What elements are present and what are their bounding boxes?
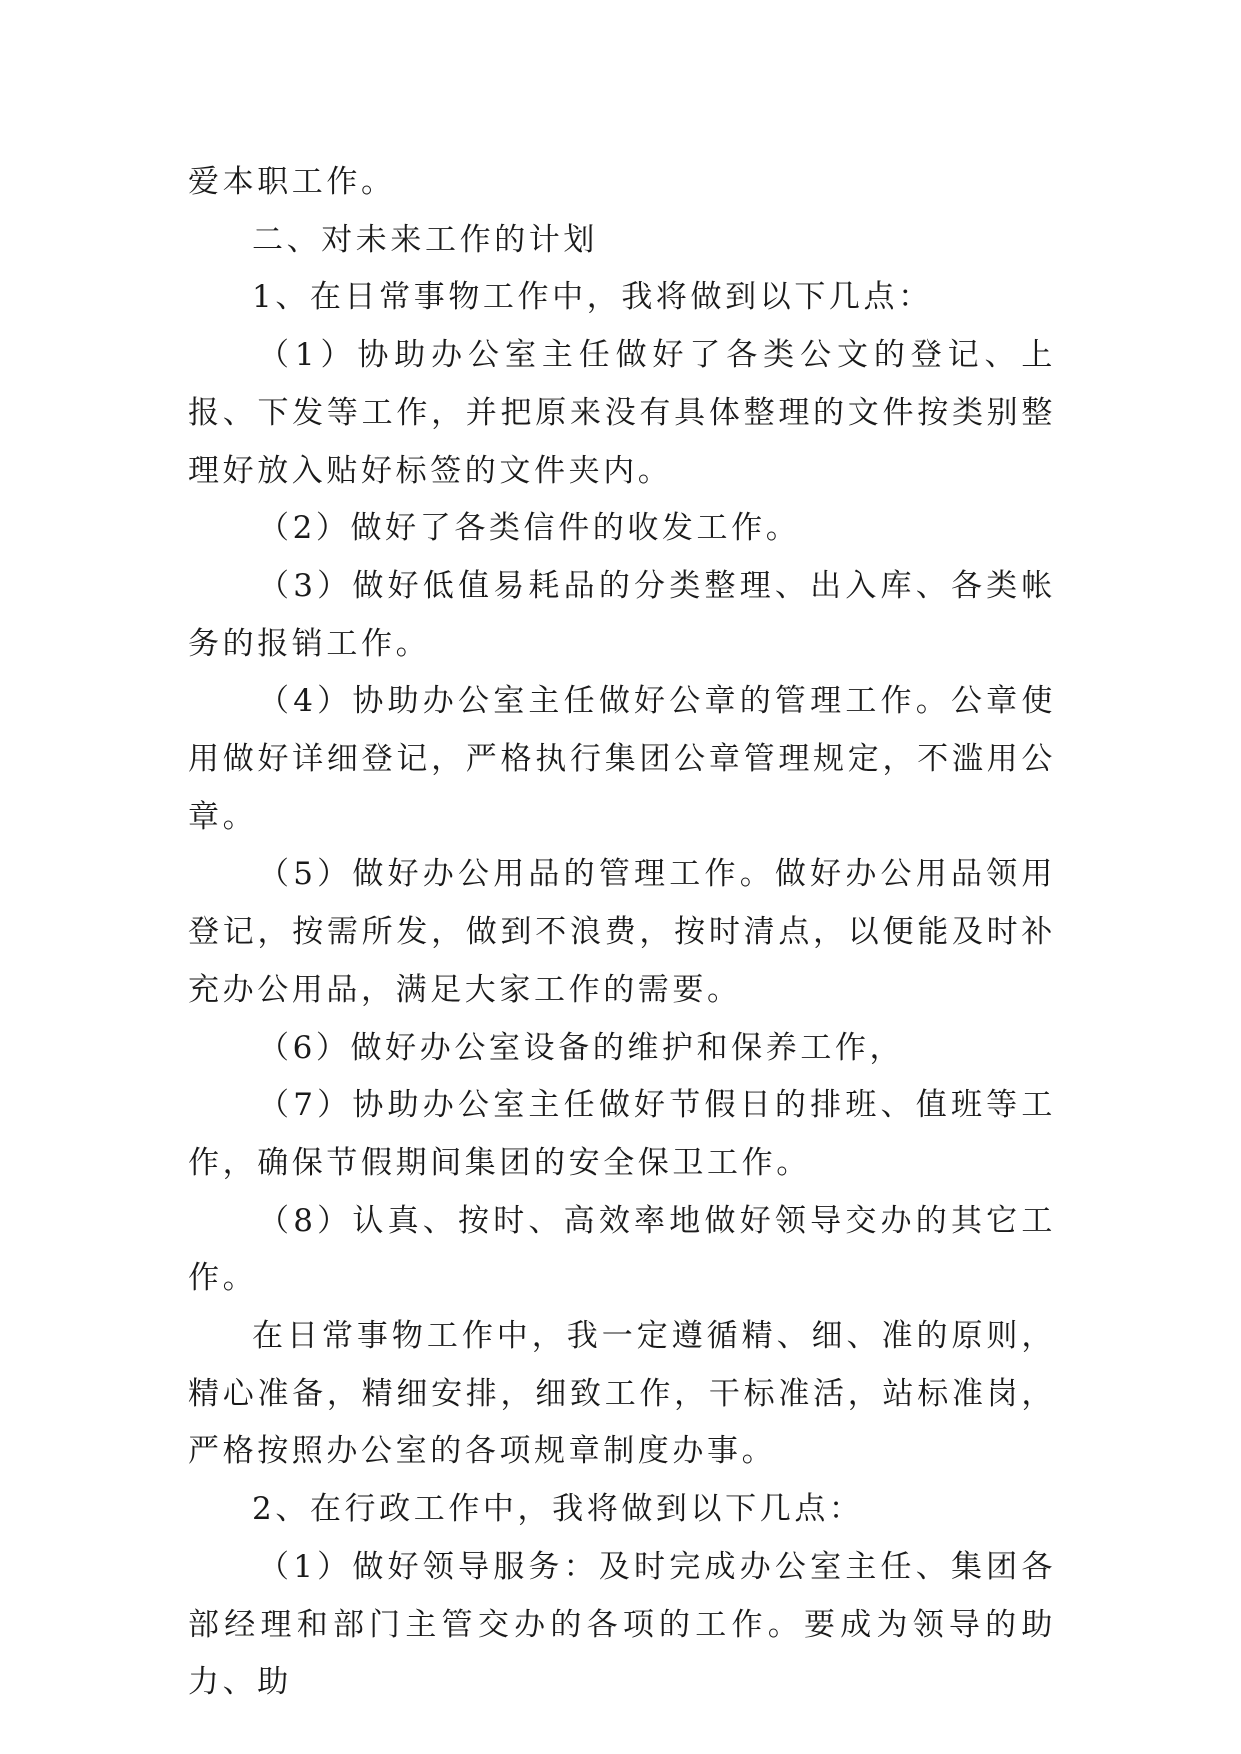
list-item-3: （3）做好低值易耗品的分类整理、出入库、各类帐务的报销工作。	[188, 567, 1056, 662]
list-item-4: （4）协助办公室主任做好公章的管理工作。公章使用做好详细登记，严格执行集团公章管理规定，不滥用公章。	[188, 683, 1056, 835]
list-item-7: （7）协助办公室主任做好节假日的排班、值班等工作，确保节假期间集团的安全保卫工作。	[188, 1087, 1056, 1181]
summary-paragraph: 在日常事物工作中，我一定遵循精、细、准的原则，精心准备，精细安排，细致工作，干标准活，站标准岗，严格按照办公室的各项规章制度办事。	[188, 1318, 1056, 1470]
subsection-heading-administrative: 2、在行政工作中，我将做到以下几点：	[252, 1491, 864, 1528]
section-heading-future-plan: 二、对未来工作的计划	[252, 221, 598, 258]
document-body	[188, 154, 1056, 1712]
paragraph-continuation: 爱本职工作。	[188, 164, 396, 200]
list-item-1: （1）协助办公室主任做好了各类公文的登记、上报、下发等工作，并把原来没有具体整理的文件按类别整理好放入贴好标签的文件夹内。	[188, 337, 1056, 489]
list-item-2: （2）做好了各类信件的收发工作。	[258, 510, 801, 547]
admin-list-item-1: （1）做好领导服务：及时完成办公室主任、集团各部经理和部门主管交办的各项的工作。要成为领导的助力、助	[188, 1548, 1056, 1701]
list-item-5: （5）做好办公用品的管理工作。做好办公用品领用登记，按需所发，做到不浪费，按时清点，以便能及时补充办公用品，满足大家工作的需要。	[188, 856, 1056, 1008]
list-item-8: （8）认真、按时、高效率地做好领导交办的其它工作。	[188, 1202, 1056, 1297]
list-item-6: （6）做好办公室设备的维护和保养工作，	[258, 1029, 905, 1066]
subsection-heading-daily-affairs: 1、在日常事物工作中，我将做到以下几点：	[252, 279, 933, 316]
